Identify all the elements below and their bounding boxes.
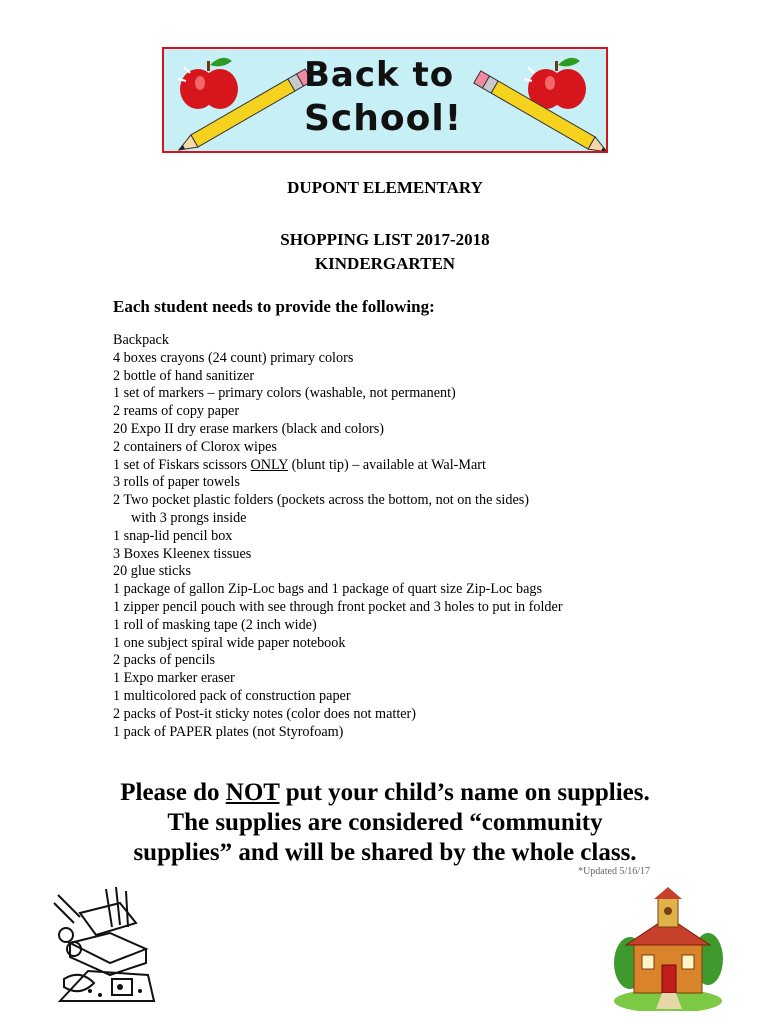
list-item: 1 pack of PAPER plates (not Styrofoam) [113,723,344,740]
notice-line-3: supplies” and will be shared by the whole class. [133,839,637,866]
list-item-text: (blunt tip) – available at Wal-Mart [288,456,486,473]
list-item: 1 multicolored pack of construction paper [113,687,351,704]
list-item: 2 packs of Post-it sticky notes (color does not matter) [113,705,417,722]
list-item: 2 reams of copy paper [113,403,240,420]
notice-line-2: The supplies are considered “community [167,809,603,836]
list-item: 1 package of gallon Zip-Loc bags and 1 package of quart size Zip-Loc bags [113,581,543,598]
notice-emphasis: NOT [225,779,280,806]
list-item: 2 packs of pencils [113,652,216,669]
list-item-text: 1 set of Fiskars scissors [113,456,251,473]
apple-icon-left [178,58,238,109]
updated-date: *Updated 5/16/17 [578,866,650,877]
list-item: 1 snap-lid pencil box [113,527,233,544]
list-item: 1 roll of masking tape (2 inch wide) [113,616,317,633]
intro-text: Each student needs to provide the following: [113,297,435,316]
list-item: 1 set of markers – primary colors (washable, not permanent) [113,385,456,402]
list-item: 20 glue sticks [113,563,192,580]
list-item-continuation: with 3 prongs inside [131,509,247,526]
banner-line-1: Back to [304,55,455,95]
list-item: 1 Expo marker eraser [113,670,235,687]
list-item: 2 bottle of hand sanitizer [113,367,255,384]
list-title-block [0,228,770,276]
notice-line-1 [60,778,710,808]
list-item: Backpack [113,332,169,348]
list-item [113,457,673,475]
list-item: 1 one subject spiral wide paper notebook [113,634,346,651]
list-item: 1 zipper pencil pouch with see through front pocket and 3 holes to put in folder [113,598,563,615]
list-item: 2 Two pocket plastic folders (pockets across the bottom, not on the sides) [113,492,530,509]
school-name: DUPONT ELEMENTARY [287,178,483,197]
notice-text [60,778,710,868]
supply-list [113,332,673,741]
list-item: 20 Expo II dry erase markers (black and colors) [113,420,385,437]
list-title: SHOPPING LIST 2017-2018 [280,230,490,249]
schoolhouse-clipart-icon [612,885,724,1011]
notice-part: put your child’s name on supplies. [279,779,650,806]
list-item: 2 containers of Clorox wipes [113,438,277,455]
banner-title [304,53,484,141]
list-item: 4 boxes crayons (24 count) primary colors [113,349,354,366]
underlined-emphasis: ONLY [250,456,289,473]
list-item: 3 rolls of paper towels [113,474,240,491]
banner-line-2: School! [304,98,463,139]
list-item: 3 Boxes Kleenex tissues [113,545,252,562]
grade-title: KINDERGARTEN [314,254,456,273]
school-supplies-clipart-icon [50,883,162,1005]
back-to-school-banner [162,47,608,153]
notice-part: Please do [120,779,226,806]
